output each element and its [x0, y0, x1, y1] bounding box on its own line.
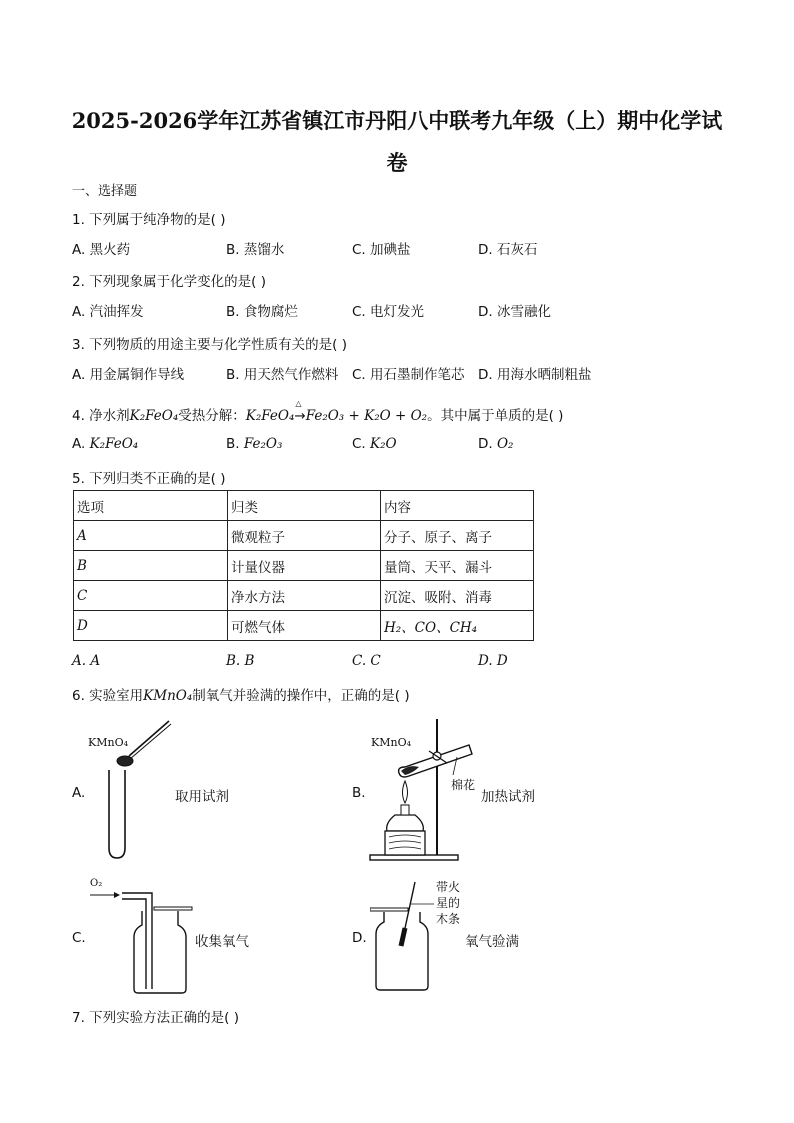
q1-option-b: B. 蒸馏水: [226, 242, 285, 258]
q5-option-c: C. C: [352, 653, 381, 669]
q6-stem-suffix: 制氧气并验满的操作中，正确的是( ): [192, 688, 410, 704]
table-cell: B: [74, 551, 228, 581]
question-3-options: [72, 363, 722, 383]
q4-arrow: →: [294, 408, 306, 424]
q4-formula-k2feo4: K₂FeO₄: [129, 408, 179, 424]
q4-option-b: [226, 436, 282, 452]
title-line-2: 卷: [386, 150, 408, 175]
q4-equation-o2: O₂: [410, 408, 428, 424]
q2-option-c: C. 电灯发光: [352, 304, 425, 320]
question-2-options: [72, 300, 722, 320]
q4-delta-mark: △: [295, 399, 302, 408]
table-cell: C: [74, 581, 228, 611]
q4-option-c: [352, 436, 397, 452]
fig-d-caption: 氧气验满: [465, 934, 519, 950]
q4-stem-suffix: 。其中属于单质的是( ): [427, 408, 564, 424]
fig-a-caption: 取用试剂: [175, 789, 229, 805]
question-7-stem: 7. 下列实验方法正确的是( ): [72, 1010, 239, 1026]
question-2-stem: 2. 下列现象属于化学变化的是( ): [72, 274, 266, 290]
q6-formula: KMnO₄: [143, 688, 193, 704]
q4-stem-mid: 受热分解：: [178, 408, 246, 424]
q4-plus-1: +: [344, 408, 365, 424]
title-line-1: 2025-2026学年江苏省镇江市丹阳八中联考九年级（上）期中化学试: [71, 108, 723, 133]
q4-option-b-formula: Fe₂O₃: [243, 436, 283, 452]
table-cell: H₂、CO、CH₄: [381, 611, 534, 641]
q2-option-b: B. 食物腐烂: [226, 304, 298, 320]
table-cell: D: [74, 611, 228, 641]
table-row: [74, 611, 534, 641]
test-tube-spoon-figure: [95, 718, 185, 863]
question-3-stem: 3. 下列物质的用途主要与化学性质有关的是( ): [72, 337, 347, 353]
question-1-options: [72, 238, 722, 258]
gas-collection-figure: [88, 885, 198, 997]
table-cell: 净水方法: [228, 581, 381, 611]
q4-option-d-formula: O₂: [496, 436, 514, 452]
q6-stem-prefix: 6. 实验室用: [72, 688, 144, 704]
stick-label-line-2: 星的: [436, 896, 461, 910]
q4-option-a-letter: A.: [72, 436, 90, 452]
q3-option-c: C. 用石墨制作笔芯: [352, 367, 465, 383]
question-6-stem: [72, 684, 410, 704]
q3-option-b: B. 用天然气作燃料: [226, 367, 339, 383]
q4-plus-2: +: [390, 408, 411, 424]
classification-table: [73, 490, 534, 641]
table-row: [74, 551, 534, 581]
q4-heat-arrow: [294, 399, 306, 424]
q3-option-a: A. 用金属铜作导线: [72, 367, 185, 383]
table-header: 选项: [74, 491, 228, 521]
fig-b-cotton-label: 棉花: [451, 778, 476, 792]
fig-b-caption: 加热试剂: [481, 789, 535, 805]
question-1-stem: 1. 下列属于纯净物的是( ): [72, 212, 226, 228]
q4-equation-fe2o3: Fe₂O₃: [305, 408, 345, 424]
q1-option-d: D. 石灰石: [478, 242, 538, 258]
q5-option-d: D. D: [478, 653, 508, 669]
table-header: 内容: [381, 491, 534, 521]
q4-option-c-formula: K₂O: [370, 436, 397, 452]
q4-option-a-formula: K₂FeO₄: [89, 436, 139, 452]
q3-option-d: D. 用海水晒制粗盐: [478, 367, 592, 383]
heating-apparatus-figure: [365, 715, 475, 865]
fig-c-caption: 收集氧气: [195, 934, 249, 950]
table-row: [74, 581, 534, 611]
question-4-options: [72, 436, 722, 456]
oxygen-test-figure: [370, 880, 440, 995]
table-row: [74, 521, 534, 551]
q5-option-a: A. A: [72, 653, 101, 669]
q2-option-d: D. 冰雪融化: [478, 304, 551, 320]
stick-label-line-1: 带火: [436, 880, 461, 894]
question-4-stem: [72, 399, 564, 424]
fig-a-letter: A.: [72, 785, 86, 801]
section-heading: 一、选择题: [72, 184, 138, 199]
table-header: 归类: [228, 491, 381, 521]
q4-stem-prefix: 4. 净水剂: [72, 408, 130, 424]
fig-a-reagent-label: KMnO₄: [88, 736, 128, 749]
q5-option-b: B. B: [226, 653, 255, 669]
q4-option-d-letter: D.: [478, 436, 497, 452]
question-5-stem: 5. 下列归类不正确的是( ): [72, 471, 226, 487]
q4-option-b-letter: B.: [226, 436, 244, 452]
q4-option-a: [72, 436, 138, 452]
q2-option-a: A. 汽油挥发: [72, 304, 144, 320]
table-header-row: [74, 491, 534, 521]
fig-b-letter: B.: [352, 785, 366, 801]
q1-option-a: A. 黑火药: [72, 242, 131, 258]
q4-equation-k2o: K₂O: [364, 408, 391, 424]
q4-option-c-letter: C.: [352, 436, 371, 452]
q4-equation-reactant: K₂FeO₄: [245, 408, 295, 424]
stick-label-line-3: 木条: [436, 912, 461, 926]
table-cell: A: [74, 521, 228, 551]
q1-option-c: C. 加碘盐: [352, 242, 411, 258]
table-cell: 可燃气体: [228, 611, 381, 641]
table-cell: 沉淀、吸附、消毒: [381, 581, 534, 611]
table-cell: 计量仪器: [228, 551, 381, 581]
fig-c-gas-label: O₂: [90, 878, 103, 889]
q4-option-d: [478, 436, 513, 452]
fig-d-letter: D.: [352, 930, 367, 946]
table-cell: 分子、原子、离子: [381, 521, 534, 551]
fig-b-reagent-label: KMnO₄: [371, 736, 411, 749]
table-cell: 微观粒子: [228, 521, 381, 551]
page-title: [50, 100, 744, 184]
question-5-options: [72, 653, 722, 673]
table-cell: 量筒、天平、漏斗: [381, 551, 534, 581]
fig-c-letter: C.: [72, 930, 86, 946]
